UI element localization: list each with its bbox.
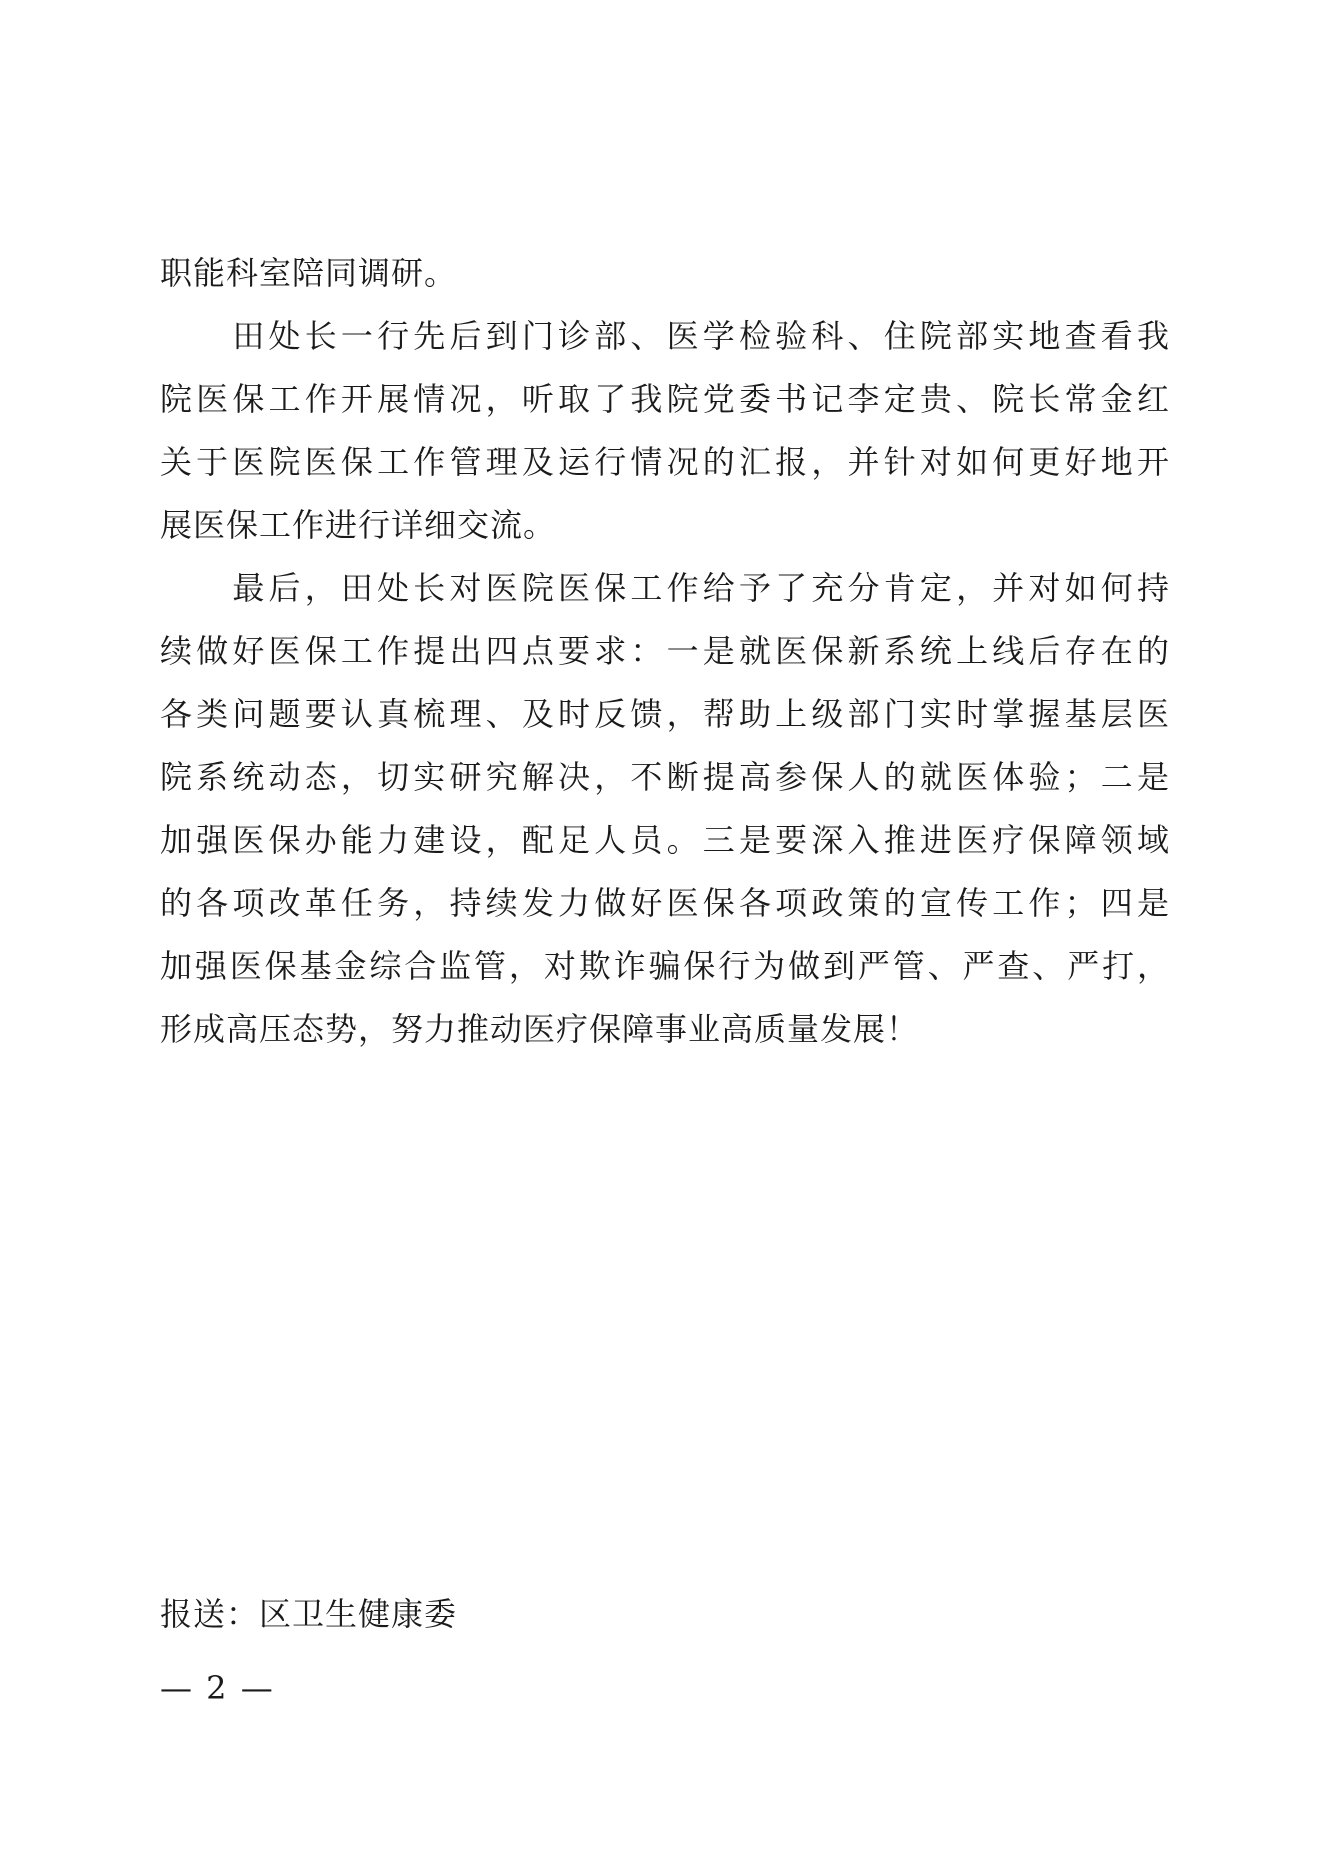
- body-text: [160, 242, 1170, 1061]
- paragraph-line: 的各项改革任务，持续发力做好医保各项政策的宣传工作；四是: [160, 884, 1170, 922]
- paragraph-line: 田处长一行先后到门诊部、医学检验科、住院部实地查看我: [160, 317, 1170, 355]
- paragraph-line: 最后，田处长对医院医保工作给予了充分肯定，并对如何持: [160, 569, 1170, 607]
- paragraph-line: 加强医保基金综合监管，对欺诈骗保行为做到严管、严查、严打，: [160, 947, 1170, 985]
- paragraph-line: 职能科室陪同调研。: [160, 254, 458, 292]
- paragraph-line: 加强医保办能力建设，配足人员。三是要深入推进医疗保障领域: [160, 821, 1170, 859]
- paragraph-line: 展医保工作进行详细交流。: [160, 506, 557, 544]
- paragraph-line: 各类问题要认真梳理、及时反馈，帮助上级部门实时掌握基层医: [160, 695, 1170, 733]
- paragraph-line: 院医保工作开展情况，听取了我院党委书记李定贵、院长常金红: [160, 380, 1170, 418]
- page-number: — 2 —: [160, 1669, 275, 1707]
- paragraph-line: 院系统动态，切实研究解决，不断提高参保人的就医体验；二是: [160, 758, 1170, 796]
- cc-recipients: 报送：区卫生健康委: [160, 1595, 458, 1633]
- paragraph-line: 形成高压态势，努力推动医疗保障事业高质量发展！: [160, 1010, 920, 1048]
- paragraph-line: 关于医院医保工作管理及运行情况的汇报，并针对如何更好地开: [160, 443, 1170, 481]
- paragraph-line: 续做好医保工作提出四点要求：一是就医保新系统上线后存在的: [160, 632, 1170, 670]
